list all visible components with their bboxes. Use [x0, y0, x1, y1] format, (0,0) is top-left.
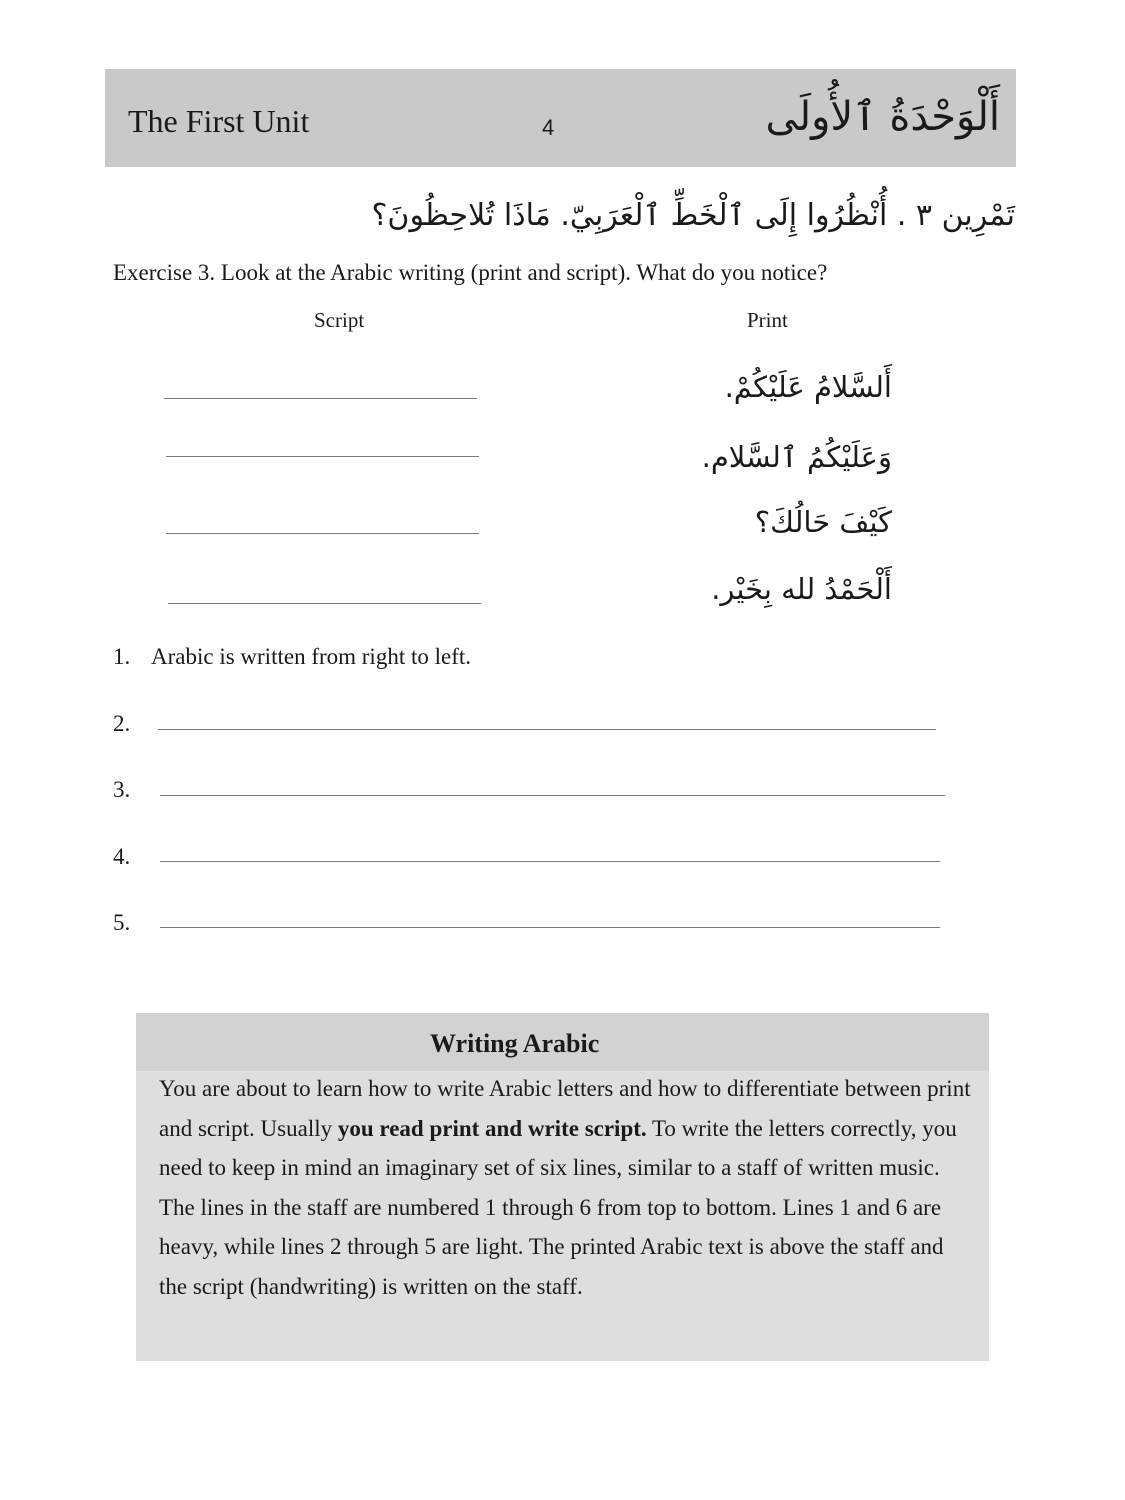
observation-answer-line-2[interactable] [158, 729, 936, 730]
writing-arabic-info-box [136, 1013, 989, 1361]
print-phrase-3: كَيْفَ حَالُكَ؟ [754, 505, 892, 539]
unit-title-english: The First Unit [128, 103, 310, 139]
observation-answer-line-5[interactable] [160, 927, 940, 928]
print-phrase-1: أَلسَّلامُ عَلَيْكُمْ. [724, 370, 892, 404]
print-column-heading: Print [747, 308, 788, 332]
observation-number-2: 2. [113, 711, 131, 736]
observation-answer-line-4[interactable] [160, 861, 940, 862]
script-answer-line-1[interactable] [164, 398, 477, 399]
info-box-body-part1: You are about to learn how to write Arabic letters and how to differentiate between print and script. Usually [159, 1076, 971, 1141]
exercise-title-arabic: تَمْرِين ٣ . أُنْظُرُوا إِلَى ٱلْخَطِّ ٱلْعَرَبِيّ. مَاذَا تُلاحِظُونَ؟ [371, 198, 1015, 233]
info-box-title-bar [136, 1013, 989, 1071]
observation-number-5: 5. [113, 910, 131, 935]
script-column-heading: Script [314, 308, 365, 332]
observation-number-3: 3. [113, 777, 131, 802]
script-answer-line-2[interactable] [166, 456, 479, 457]
observation-text-1: Arabic is written from right to left. [151, 644, 472, 669]
info-box-body [159, 1069, 974, 1307]
observation-number-1: 1. [113, 644, 131, 669]
observation-answer-line-3[interactable] [160, 795, 945, 796]
script-answer-line-4[interactable] [168, 603, 481, 604]
page-number: 4 [542, 115, 555, 140]
info-box-body-bold: you read print and write script. [337, 1115, 647, 1141]
print-phrase-4: أَلْحَمْدُ لله بِخَيْر. [711, 572, 892, 606]
observation-number-4: 4. [113, 844, 131, 869]
exercise-title-english: Exercise 3. Look at the Arabic writing (print and script). What do you notice? [113, 260, 828, 285]
unit-header [105, 69, 1016, 167]
info-box-title: Writing Arabic [430, 1029, 600, 1058]
print-phrase-2: وَعَلَيْكُمُ ٱلسَّلام. [701, 440, 892, 474]
script-answer-line-3[interactable] [166, 533, 479, 534]
info-box-body-part2: To write the letters correctly, you need to keep in mind an imaginary set of six lines, similar to a staff of written music. The lines in the staff are numbered 1 through 6 from top to bottom. Lines 1 and 6 are heavy, while lines 2 through 5 are light. The printed Arabic text is above the staff and the script (handwriting) is written on the staff. [159, 1115, 957, 1299]
unit-title-arabic: أَلْوَحْدَةُ ٱلأُولَى [765, 94, 1000, 140]
